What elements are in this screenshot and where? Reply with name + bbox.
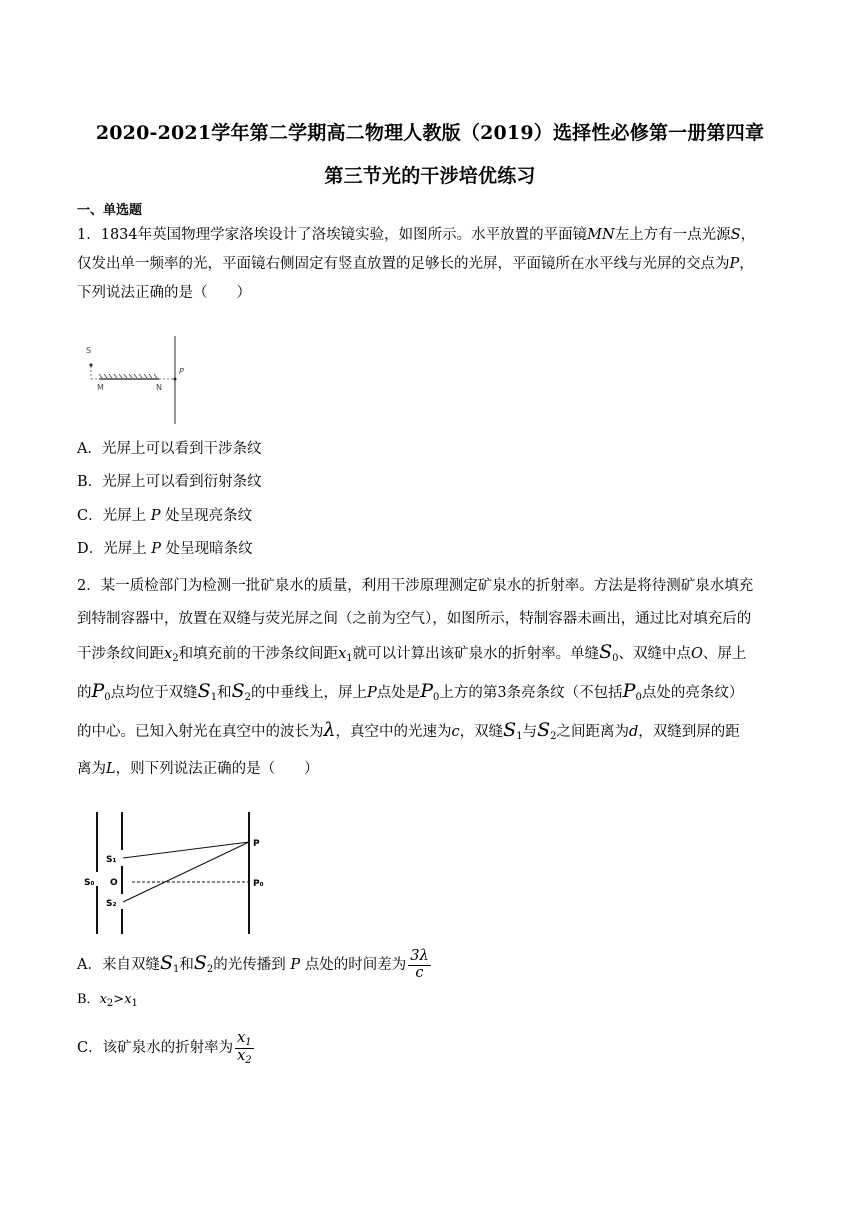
fig1-label-m: M [97, 383, 104, 392]
q1-option-a: A．光屏上可以看到干涉条纹 [77, 441, 262, 457]
q2-line-2: 到特制容器中，放置在双缝与荧光屏之间（之前为空气），如图所示，特制容器未画出，通过比对填充后的 [77, 611, 752, 627]
q1-option-d: D．光屏上 P 处呈现暗条纹 [77, 541, 253, 557]
question-2-text [77, 570, 789, 786]
screen-point-p [174, 378, 177, 381]
fig1-label-n: N [156, 383, 162, 392]
fig2-label-o: O [110, 878, 118, 888]
q2-line-4: 的$P_0$点均位于双缝$S_1$和$S_2$的中垂线上，屏上P点处是$P_0$上方的第3条亮条纹（不包括$P_0$点处的亮条纹） [77, 680, 744, 703]
q2-option-b: B．$x_2>x_1$ [77, 992, 138, 1009]
time-difference-fraction: $\frac{3\lambda}{c}$ [410, 947, 429, 981]
double-slit-figure [80, 806, 280, 938]
title-line-1: 2020-2021学年第二学期高二物理人教版（2019）选择性必修第一册第四章 [95, 122, 765, 144]
refractive-index-fraction: $\frac{x_1}{x_2}$ [237, 1029, 252, 1066]
q2-line-3: 干涉条纹间距$x_2$和填充前的干涉条纹间距$x_1$就可以计算出该矿泉水的折射率。单缝$S_0$、双缝中点O、屏上 [77, 641, 747, 664]
q1-option-b: B．光屏上可以看到衍射条纹 [77, 474, 262, 490]
fig1-label-s: S [86, 346, 92, 355]
fig2-label-p0: P₀ [253, 879, 264, 889]
q2-line-6: 离为L，则下列说法正确的是（ ） [77, 761, 319, 777]
q1-option-c: C．光屏上 P 处呈现亮条纹 [77, 508, 253, 524]
section-heading: 一、单选题 [77, 203, 143, 218]
fig2-label-p: P [253, 839, 260, 849]
q1-line-3: 下列说法正确的是（ ） [77, 285, 251, 301]
q2-line-5: 的中心。已知入射光在真空中的波长为λ，真空中的光速为c，双缝$S_1$与$S_2$之间距离为d，双缝到屏的距 [77, 719, 740, 742]
q2-line-1: 2．某一质检部门为检测一批矿泉水的质量，利用干涉原理测定矿泉水的折射率。方法是将待测矿泉水填充 [77, 578, 754, 594]
fig1-label-p: P [179, 367, 184, 376]
q1-line-1: 1．1834年英国物理学家洛埃设计了洛埃镜实验，如图所示。水平放置的平面镜MN左上方有一点光源S， [77, 227, 756, 243]
lloyd-mirror-figure [80, 330, 200, 426]
ray-s1-to-p [123, 842, 249, 858]
fig2-label-s0: S₀ [84, 878, 95, 888]
title-line-2: 第三节光的干涉培优练习 [324, 165, 536, 187]
fig2-label-s2: S₂ [106, 899, 117, 909]
ray-s2-to-p [123, 842, 249, 902]
fig2-label-s1: S₁ [106, 855, 117, 865]
q2-option-c: C．该矿泉水的折射率为 $\frac{x_1}{x_2}$ [77, 1029, 252, 1066]
question-1-text [77, 221, 789, 308]
q1-line-2: 仅发出单一频率的光，平面镜右侧固定有竖直放置的足够长的光屏，平面镜所在水平线与光屏的交点为P， [77, 256, 754, 272]
mirror-hatching [99, 374, 157, 378]
q2-option-a: A．来自双缝$S_1$和$S_2$的光传播到 P 点处的时间差为 $\frac{3\lambda}{c}$ [77, 947, 429, 981]
